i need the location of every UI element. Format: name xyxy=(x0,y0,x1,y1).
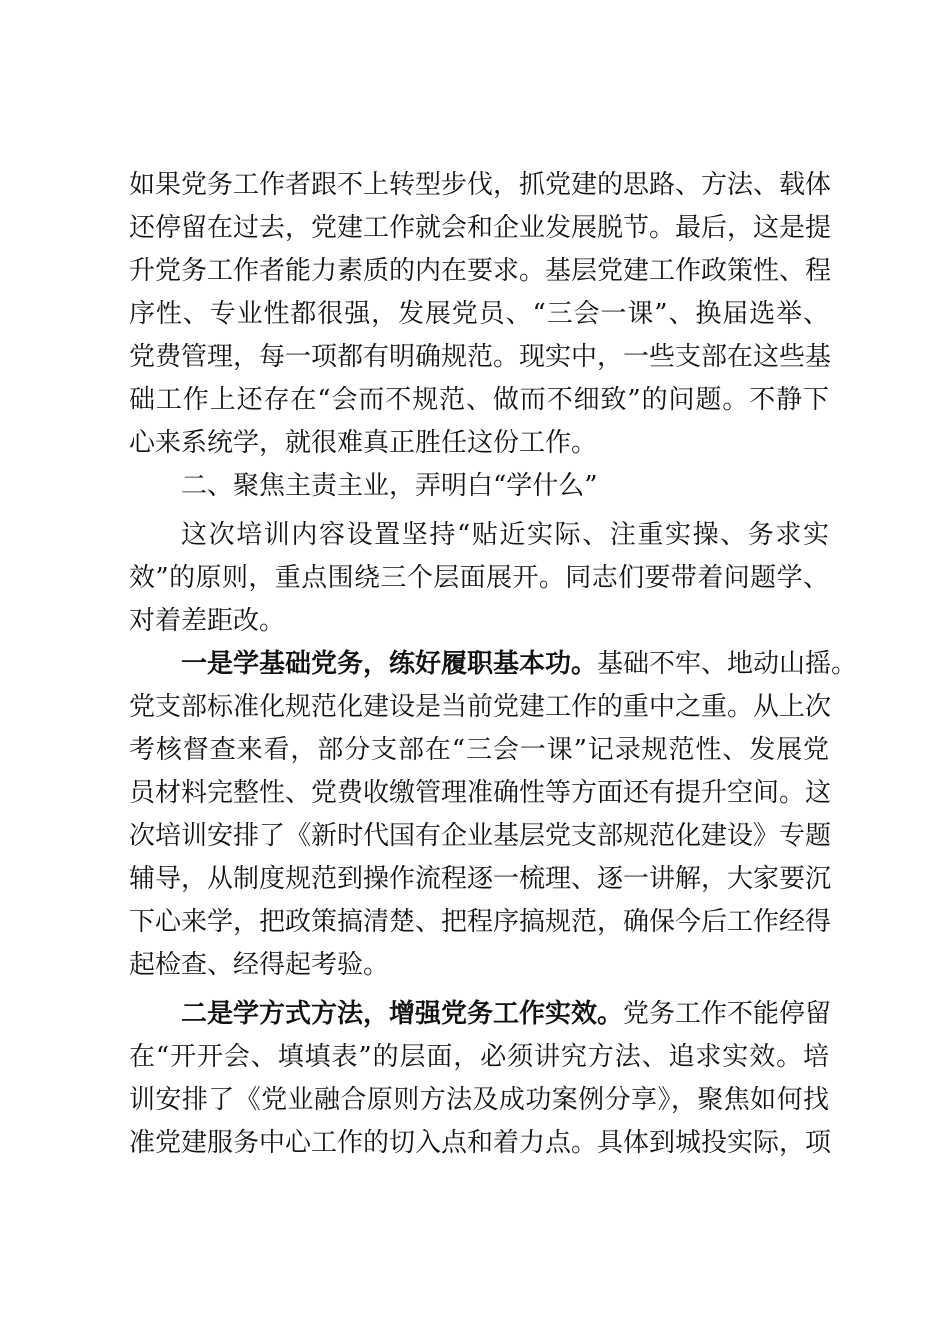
paragraph-3-line-8: 起检查、经得起考验。 xyxy=(129,950,390,980)
paragraph-4-lead-bold: 二是学方式方法，增强党务工作实效。 xyxy=(181,999,624,1029)
paragraph-4-line-3: 训安排了《党业融合原则方法及成功案例分享》，聚焦如何找 xyxy=(129,1085,829,1115)
paragraph-1-line-1: 如果党务工作者跟不上转型步伐，抓党建的思路、方法、载体 xyxy=(129,170,832,200)
section-heading: 二、聚焦主责主业，弄明白“学什么” xyxy=(181,471,598,501)
paragraph-1-line-6: 础工作上还存在“会而不规范、做而不细致”的问题。不静下 xyxy=(129,385,829,415)
paragraph-3-line-3: 考核督查来看，部分支部在“三会一课”记录规范性、发展党 xyxy=(129,735,829,765)
paragraph-3-line-7: 下心来学，把政策搞清楚、把程序搞规范，确保今后工作经得 xyxy=(129,907,832,937)
paragraph-3-lead-rest: 基础不牢、地动山摇。 xyxy=(597,649,858,679)
paragraph-3-line-6: 辅导，从制度规范到操作流程逐一梳理、逐一讲解，大家要沉 xyxy=(129,864,832,894)
paragraph-4-line-4: 准党建服务中心工作的切入点和着力点。具体到城投实际，项 xyxy=(129,1128,832,1158)
paragraph-2-line-3: 对着差距改。 xyxy=(129,606,286,636)
paragraph-3-lead-bold: 一是学基础党务，练好履职基本功。 xyxy=(181,649,598,679)
paragraph-4-lead-rest: 党务工作不能停留 xyxy=(623,999,832,1029)
paragraph-2-line-1: 这次培训内容设置坚持“贴近实际、注重实操、务求实 xyxy=(181,520,829,550)
paragraph-1-line-2: 还停留在过去，党建工作就会和企业发展脱节。最后，这是提 xyxy=(129,213,832,243)
paragraph-1-line-4: 序性、专业性都很强，发展党员、“三会一课”、换届选举、 xyxy=(129,299,829,329)
paragraph-4-line-2: 在“开开会、填填表”的层面，必须讲究方法、追求实效。培 xyxy=(129,1042,829,1072)
paragraph-4-line-1 xyxy=(181,992,832,1036)
paragraph-1-line-3: 升党务工作者能力素质的内在要求。基层党建工作政策性、程 xyxy=(129,256,832,286)
paragraph-3-line-1 xyxy=(181,642,858,686)
paragraph-3-line-2: 党支部标准化规范化建设是当前党建工作的重中之重。从上次 xyxy=(129,692,832,722)
paragraph-1-line-7: 心来系统学，就很难真正胜任这份工作。 xyxy=(129,428,598,458)
paragraph-2-line-2: 效”的原则，重点围绕三个层面展开。同志们要带着问题学、 xyxy=(129,563,829,593)
paragraph-1-line-5: 党费管理，每一项都有明确规范。现实中，一些支部在这些基 xyxy=(129,342,832,372)
paragraph-3-line-4: 员材料完整性、党费收缴管理准确性等方面还有提升空间。这 xyxy=(129,778,832,808)
paragraph-3-line-5: 次培训安排了《新时代国有企业基层党支部规范化建设》专题 xyxy=(129,821,832,851)
